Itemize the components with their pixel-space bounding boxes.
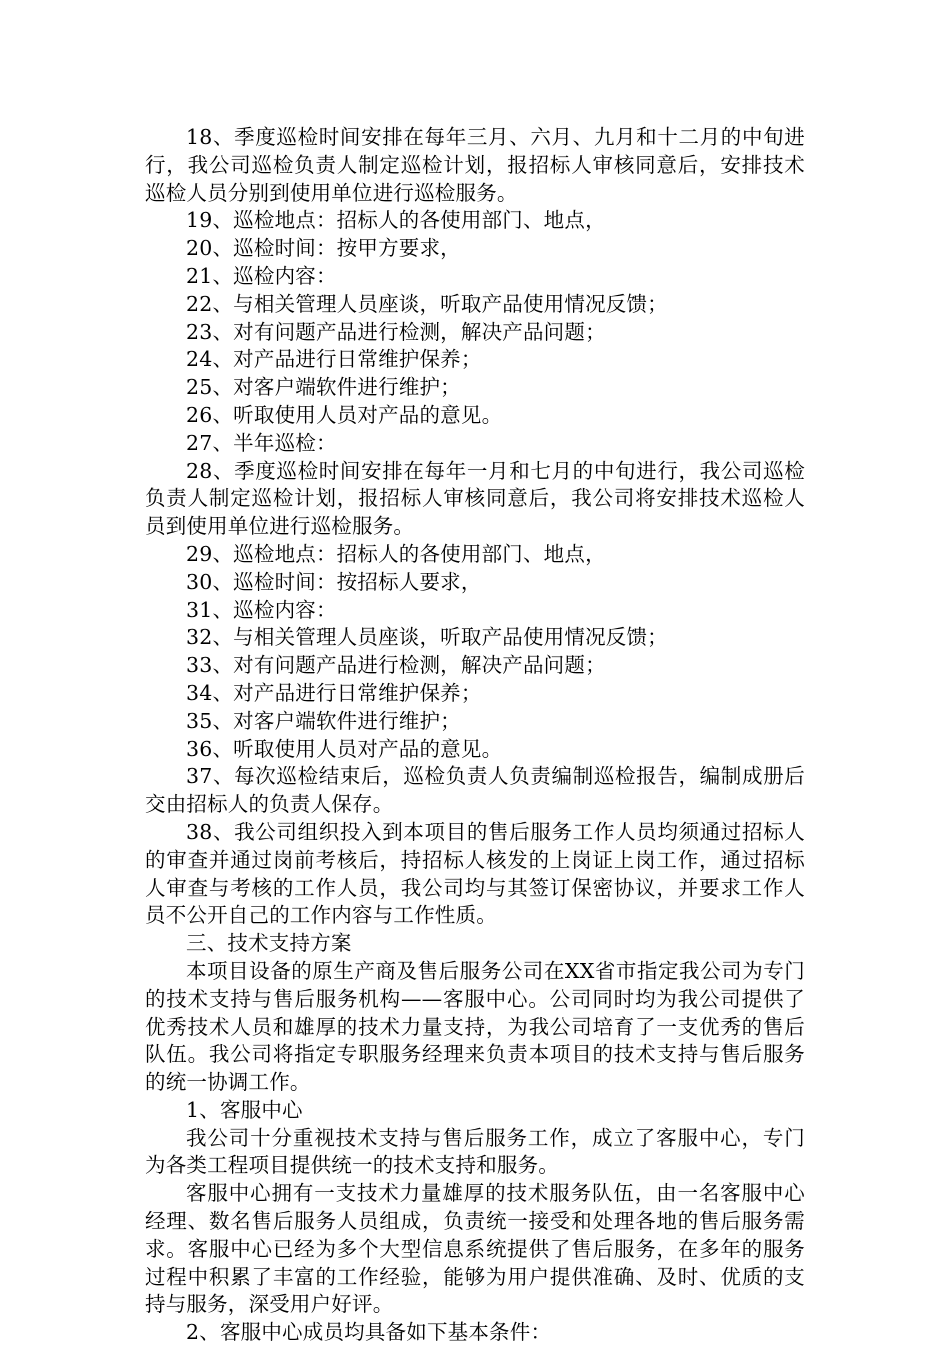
subheading-member-conditions: 2、客服中心成员均具备如下基本条件： [186, 1320, 552, 1345]
paragraph-26: 26、听取使用人员对产品的意见。 [186, 402, 503, 427]
paragraph-32: 32、与相关管理人员座谈，听取产品使用情况反馈； [186, 625, 668, 650]
section-heading-tech-support: 三、技术支持方案 [186, 931, 352, 956]
paragraph-28: 28、季度巡检时间安排在每年一月和七月的中旬进行，我公司巡检负责人制定巡检计划，报招标人审核同意后，我公司将安排技术巡检人员到使用单位进行巡检服务。 [145, 458, 805, 539]
paragraph-33: 33、对有问题产品进行检测，解决产品问题； [186, 653, 606, 678]
paragraph-35: 35、对客户端软件进行维护； [186, 708, 461, 733]
paragraph-21: 21、巡检内容： [186, 263, 337, 288]
document-page [145, 124, 805, 1347]
paragraph-29: 29、巡检地点：招标人的各使用部门、地点， [186, 541, 606, 566]
paragraph-38: 38、我公司组织投入到本项目的售后服务工作人员均须通过招标人的审查并通过岗前考核后，持招标人核发的上岗证上岗工作，通过招标人审查与考核的工作人员，我公司均与其签订保密协议，并要求工作人员不公开自己的工作内容与工作性质。 [145, 819, 805, 928]
paragraph-23: 23、对有问题产品进行检测，解决产品问题； [186, 319, 606, 344]
paragraph-18: 18、季度巡检时间安排在每年三月、六月、九月和十二月的中旬进行，我公司巡检负责人制定巡检计划，报招标人审核同意后，安排技术巡检人员分别到使用单位进行巡检服务。 [145, 125, 805, 205]
paragraph-30: 30、巡检时间：按招标人要求， [186, 569, 482, 594]
paragraph-20: 20、巡检时间：按甲方要求， [186, 236, 461, 261]
paragraph-36: 36、听取使用人员对产品的意见。 [186, 736, 503, 761]
subheading-service-center: 1、客服中心 [186, 1097, 303, 1122]
paragraph-service-center-2: 客服中心拥有一支技术力量雄厚的技术服务队伍，由一名客服中心经理、数名售后服务人员组成，负责统一接受和处理各地的售后服务需求。客服中心已经为多个大型信息系统提供了售后服务，在多年的服务过程中积累了丰富的工作经验，能够为用户提供准确、及时、优质的支持与服务，深受用户好评。 [145, 1181, 805, 1317]
paragraph-tech-support-intro: 本项目设备的原生产商及售后服务公司在XX省市指定我公司为专门的技术支持与售后服务机构——客服中心。公司同时均为我公司提供了优秀技术人员和雄厚的技术力量支持，为我公司培育了一支优秀的售后队伍。我公司将指定专职服务经理来负责本项目的技术支持与售后服务的统一协调工作。 [145, 958, 805, 1095]
paragraph-25: 25、对客户端软件进行维护； [186, 375, 461, 400]
paragraph-24: 24、对产品进行日常维护保养； [186, 347, 482, 372]
paragraph-27: 27、半年巡检： [186, 430, 337, 455]
paragraph-19: 19、巡检地点：招标人的各使用部门、地点， [186, 208, 606, 233]
paragraph-22: 22、与相关管理人员座谈，听取产品使用情况反馈； [186, 291, 668, 316]
paragraph-service-center-1: 我公司十分重视技术支持与售后服务工作，成立了客服中心，专门为各类工程项目提供统一的技术支持和服务。 [145, 1125, 805, 1178]
paragraph-31: 31、巡检内容： [186, 597, 337, 622]
paragraph-34: 34、对产品进行日常维护保养； [186, 680, 482, 705]
paragraph-37: 37、每次巡检结束后，巡检负责人负责编制巡检报告，编制成册后交由招标人的负责人保存。 [145, 764, 805, 817]
